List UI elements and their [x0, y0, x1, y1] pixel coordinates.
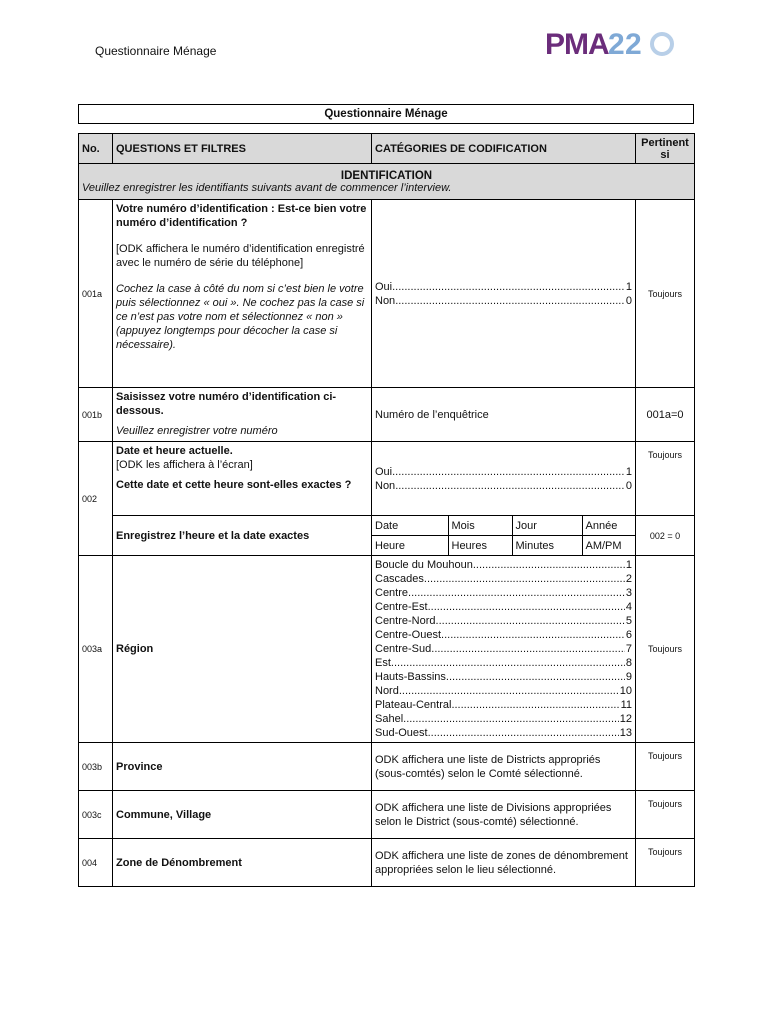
question-instruction: Cochez la case à côté du nom si c’est bien le votre puis sélectionnez « oui ». Ne cochez pas la case si ce n’est pas votre nom et sélectionnez « non » (appuyez longtemps pour décocher la case si nécessaire).	[116, 283, 365, 351]
pma2020-logo	[545, 26, 675, 60]
table-row	[79, 556, 695, 743]
header-questions: QUESTIONS ET FILTRES	[113, 134, 372, 164]
option-non: Non ..... 0	[375, 294, 632, 308]
question-number: 001a	[79, 200, 113, 388]
grid-cell: Année	[582, 516, 635, 536]
pertinent-value: Toujours	[636, 791, 695, 839]
header-no: No.	[79, 134, 113, 164]
grid-cell: Mois	[448, 516, 512, 536]
question-number: 002	[79, 442, 113, 556]
question-number: 004	[79, 839, 113, 887]
svg-text:2: 2	[608, 28, 622, 60]
question-note: [ODK affichera le numéro d’identification enregistré avec le numéro de série du téléphone]	[116, 243, 365, 269]
question-number: 003a	[79, 556, 113, 743]
table-row	[79, 442, 695, 516]
pertinent-value: Toujours	[636, 200, 695, 388]
category-text: ODK affichera une liste de Districts appropriés (sous-comtés) selon le Comté sélectionné.	[372, 743, 636, 791]
pertinent-value: Toujours	[636, 743, 695, 791]
region-option: Sahel ..... 12	[375, 712, 632, 726]
question-text: Votre numéro d’identification : Est-ce bien votre numéro d’identification ?	[116, 203, 367, 229]
grid-cell: Date	[372, 516, 448, 536]
datetime-grid	[372, 516, 635, 555]
question-number: 001b	[79, 388, 113, 442]
svg-text:2: 2	[625, 28, 639, 60]
section-row	[79, 164, 695, 200]
option-non: Non ..... 0	[375, 479, 632, 493]
grid-cell: Heures	[448, 536, 512, 556]
table-row	[79, 791, 695, 839]
pertinent-value: 002 = 0	[636, 516, 695, 556]
region-option: Centre-Sud ..... 7	[375, 642, 632, 656]
region-option: Centre-Est ..... 4	[375, 600, 632, 614]
region-option: Centre-Ouest ..... 6	[375, 628, 632, 642]
question-text-confirm: Cette date et cette heure sont-elles exactes ?	[116, 479, 352, 491]
question-number: 003b	[79, 743, 113, 791]
option-oui: Oui ..... 1	[375, 465, 632, 479]
grid-cell: AM/PM	[582, 536, 635, 556]
region-option: Sud-Ouest ..... 13	[375, 726, 632, 740]
pertinent-value: Toujours	[636, 839, 695, 887]
grid-cell: Jour	[512, 516, 582, 536]
pertinent-value: Toujours	[636, 442, 695, 516]
question-instruction: Veuillez enregistrer votre numéro	[116, 425, 278, 437]
question-number: 003c	[79, 791, 113, 839]
table-header-row	[79, 134, 695, 164]
region-option: Plateau-Central ..... 11	[375, 698, 632, 712]
region-option: Cascades ..... 2	[375, 572, 632, 586]
table-row	[79, 839, 695, 887]
document-title: Questionnaire Ménage	[78, 104, 694, 124]
grid-cell: Heure	[372, 536, 448, 556]
question-text: Commune, Village	[113, 791, 372, 839]
question-text: Date et heure actuelle.	[116, 445, 233, 457]
region-option: Centre ..... 3	[375, 586, 632, 600]
section-title: IDENTIFICATION	[340, 169, 433, 182]
question-text: Province	[113, 743, 372, 791]
region-option: Boucle du Mouhoun ..... 1	[375, 558, 632, 572]
header-pertinent: Pertinent si	[636, 134, 695, 164]
region-options	[372, 556, 636, 743]
region-option: Centre-Nord ..... 5	[375, 614, 632, 628]
table-row	[79, 200, 695, 388]
pertinent-value: 001a=0	[636, 388, 695, 442]
category-text: ODK affichera une liste de Divisions appropriées selon le District (sous-comté) sélectionné.	[372, 791, 636, 839]
question-text: Zone de Dénombrement	[113, 839, 372, 887]
region-option: Est ..... 8	[375, 656, 632, 670]
category-text: Numéro de l’enquêtrice	[372, 388, 636, 442]
section-subtitle: Veuillez enregistrer les identifiants suivants avant de commencer l’interview.	[82, 181, 452, 194]
region-option: Nord ..... 10	[375, 684, 632, 698]
page-header-title: Questionnaire Ménage	[95, 44, 217, 58]
table-row	[79, 743, 695, 791]
region-option: Hauts-Bassins ..... 9	[375, 670, 632, 684]
option-oui: Oui ..... 1	[375, 280, 632, 294]
table-row	[79, 516, 695, 556]
table-row	[79, 388, 695, 442]
question-text: Saisissez votre numéro d’identification ci-dessous.	[116, 391, 337, 417]
category-text: ODK affichera une liste de zones de dénombrement appropriées selon le lieu sélectionné.	[372, 839, 636, 887]
questionnaire-table	[78, 133, 695, 887]
pertinent-value: Toujours	[636, 556, 695, 743]
header-categories: CATÉGORIES DE CODIFICATION	[372, 134, 636, 164]
grid-cell: Minutes	[512, 536, 582, 556]
svg-text:PMA: PMA	[545, 28, 609, 60]
question-text: Enregistrez l’heure et la date exactes	[113, 516, 372, 556]
question-text: Région	[113, 556, 372, 743]
question-note: [ODK les affichera à l’écran]	[116, 459, 253, 471]
